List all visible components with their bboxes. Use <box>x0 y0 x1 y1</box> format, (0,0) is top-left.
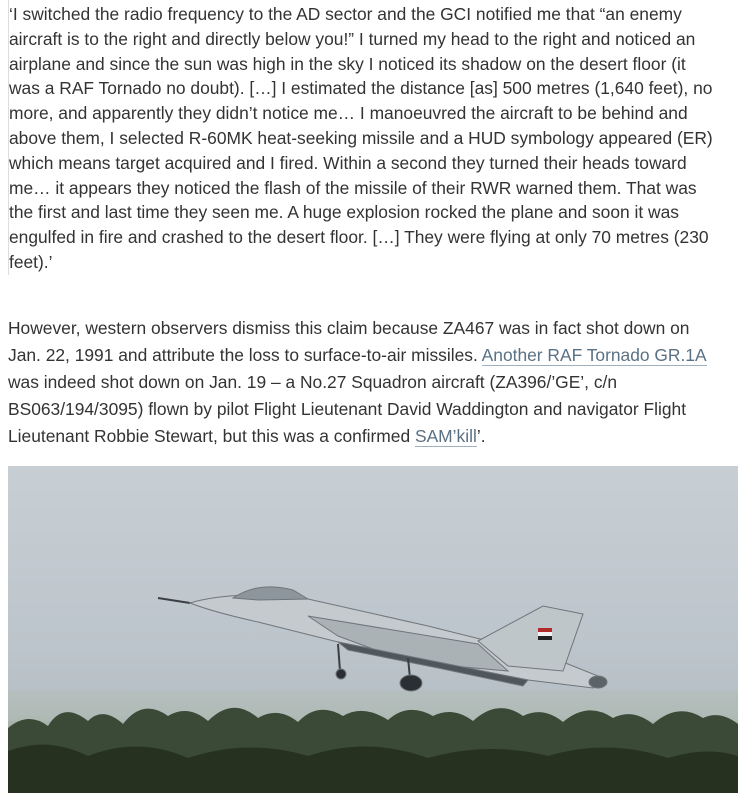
quote-line: airplane and since the sun was high in the sky I noticed its shadow on the desert floor (it <box>9 53 686 74</box>
article-paragraph <box>8 315 750 450</box>
quote-line: the first and last time they seen me. A huge explosion rocked the plane and soon it was <box>9 202 679 223</box>
quote-line: was a RAF Tornado no doubt). […] I estimated the distance [as] 500 metres (1,640 feet), no <box>9 78 713 99</box>
quote-line: more, and apparently they didn’t notice me… I manoeuvred the aircraft to be behind and <box>9 103 688 124</box>
paragraph-line <box>8 423 750 450</box>
paragraph-line <box>8 342 750 369</box>
quote-line: me… it appears they noticed the flash of the missile of their RWR warned them. That was <box>9 177 697 198</box>
paragraph-text: ’. <box>476 426 486 446</box>
mig29-takeoff-photo <box>8 466 738 793</box>
quote-line: engulfed in fire and crashed to the desert floor. […] They were flying at only 70 metres (230 <box>9 227 709 248</box>
paragraph-line: was indeed shot down on Jan. 19 – a No.27 Squadron aircraft (ZA396/’GE’, c/n <box>8 372 618 392</box>
fighter-jet-illustration <box>8 466 738 793</box>
paragraph-text: Jan. 22, 1991 and attribute the loss to surface-to-air missiles. <box>8 345 482 365</box>
jet-aircraft <box>158 587 607 691</box>
tornado-gr1a-link[interactable]: Another RAF Tornado GR.1A <box>481 345 707 365</box>
sam-kill-link[interactable]: SAM’kill <box>414 426 477 446</box>
tree-line <box>8 708 738 793</box>
paragraph-line: However, western observers dismiss this claim because ZA467 was in fact shot down on <box>8 318 690 338</box>
quote-line: which means target acquired and I fired. Within a second they turned their heads toward <box>9 152 687 173</box>
quote-line: aircraft is to the right and directly below you!” I turned my head to the right and noticed an <box>9 28 696 49</box>
quote-line: feet).’ <box>9 251 53 272</box>
article-body <box>8 0 750 446</box>
paragraph-text: Lieutenant Robbie Stewart, but this was a confirmed <box>8 426 415 446</box>
quote-line: above them, I selected R-60MK heat-seeking missile and a HUD symbology appeared (ER) <box>9 127 713 148</box>
quote-line: ‘I switched the radio frequency to the AD sector and the GCI notified me that “an enemy <box>9 4 682 24</box>
blockquote <box>8 0 750 275</box>
paragraph-line: BS063/194/3095) flown by pilot Flight Lieutenant David Waddington and navigator Flight <box>8 399 687 419</box>
